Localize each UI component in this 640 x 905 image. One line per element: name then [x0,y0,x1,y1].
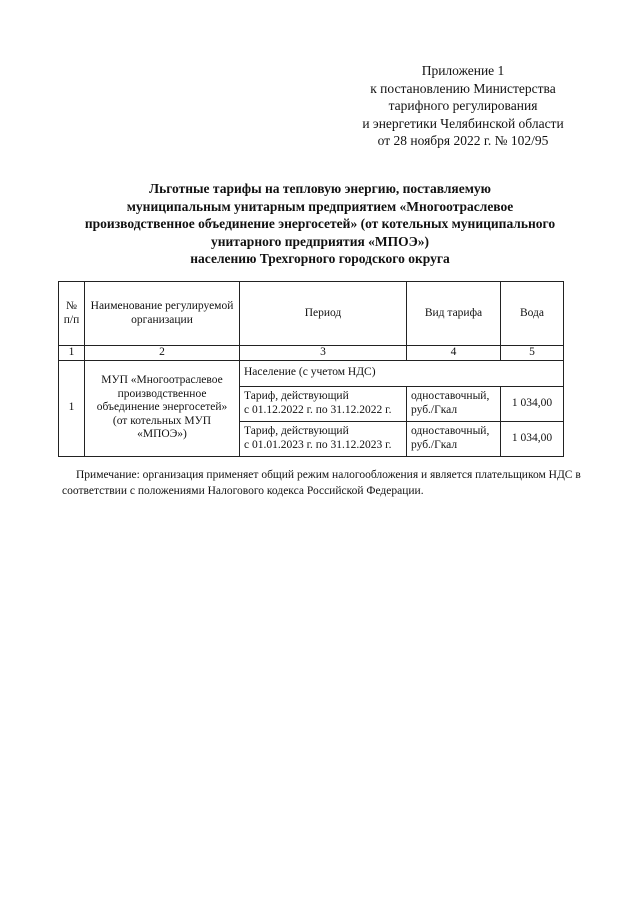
header-period: Период [240,282,407,346]
period-line: Тариф, действующий [244,390,349,402]
title-line: производственное объединение энергосетей» (от котельных муниципального [84,216,556,232]
appendix-line: Приложение 1 [421,63,505,78]
period-cell [240,421,407,456]
column-number: 2 [85,346,240,361]
period-cell [240,386,407,421]
tariff-type-cell [407,386,501,421]
row-number: 1 [59,360,85,456]
period-line: с 01.01.2023 г. по 31.12.2023 г. [244,438,392,451]
tariff-type-cell [407,421,501,456]
header-num: № п/п [59,282,85,346]
appendix-line: и энергетики Челябинской области [362,115,564,131]
title-line: Льготные тарифы на тепловую энергию, поставляемую [149,181,491,196]
title-line: населению Трехгорного городского округа [190,251,450,267]
column-number-row [59,346,564,361]
header-type: Вид тарифа [407,282,501,346]
column-number: 3 [240,346,407,361]
water-value: 1 034,00 [501,421,564,456]
tariff-type-line: руб./Гкал [411,438,458,451]
footnote-text: Примечание: организация применяет общий режим налогообложения и является плательщиком НДС в соответствии с положениями Налогового кодекса Российской Федерации. [62,469,581,497]
appendix-line: к постановлению Министерства [370,80,556,96]
appendix-header [340,62,586,150]
header-water: Вода [501,282,564,346]
column-number: 4 [407,346,501,361]
group-label: Население (с учетом НДС) [240,360,564,386]
table-header-row [59,282,564,346]
column-number: 1 [59,346,85,361]
header-org: Наименование регулируемой организации [85,282,240,346]
period-line: Тариф, действующий [244,425,349,437]
water-value: 1 034,00 [501,386,564,421]
title-line: муниципальным унитарным предприятием «Многоотраслевое [126,198,514,214]
appendix-line: от 28 ноября 2022 г. № 102/95 [377,133,549,148]
document-title [60,180,580,268]
column-number: 5 [501,346,564,361]
organization-name: МУП «Многоотраслевое производственное объединение энергосетей» (от котельных МУП «МПОЭ») [85,360,240,456]
table-row [59,360,564,386]
tariff-type-line: одноставочный, [411,425,490,437]
title-line: унитарного предприятия «МПОЭ») [210,233,430,249]
tariff-table [58,281,564,457]
tariff-type-line: одноставочный, [411,390,490,402]
period-line: с 01.12.2022 г. по 31.12.2022 г. [244,403,392,416]
appendix-line: тарифного регулирования [388,98,538,113]
footnote [62,467,602,499]
tariff-type-line: руб./Гкал [411,403,458,416]
